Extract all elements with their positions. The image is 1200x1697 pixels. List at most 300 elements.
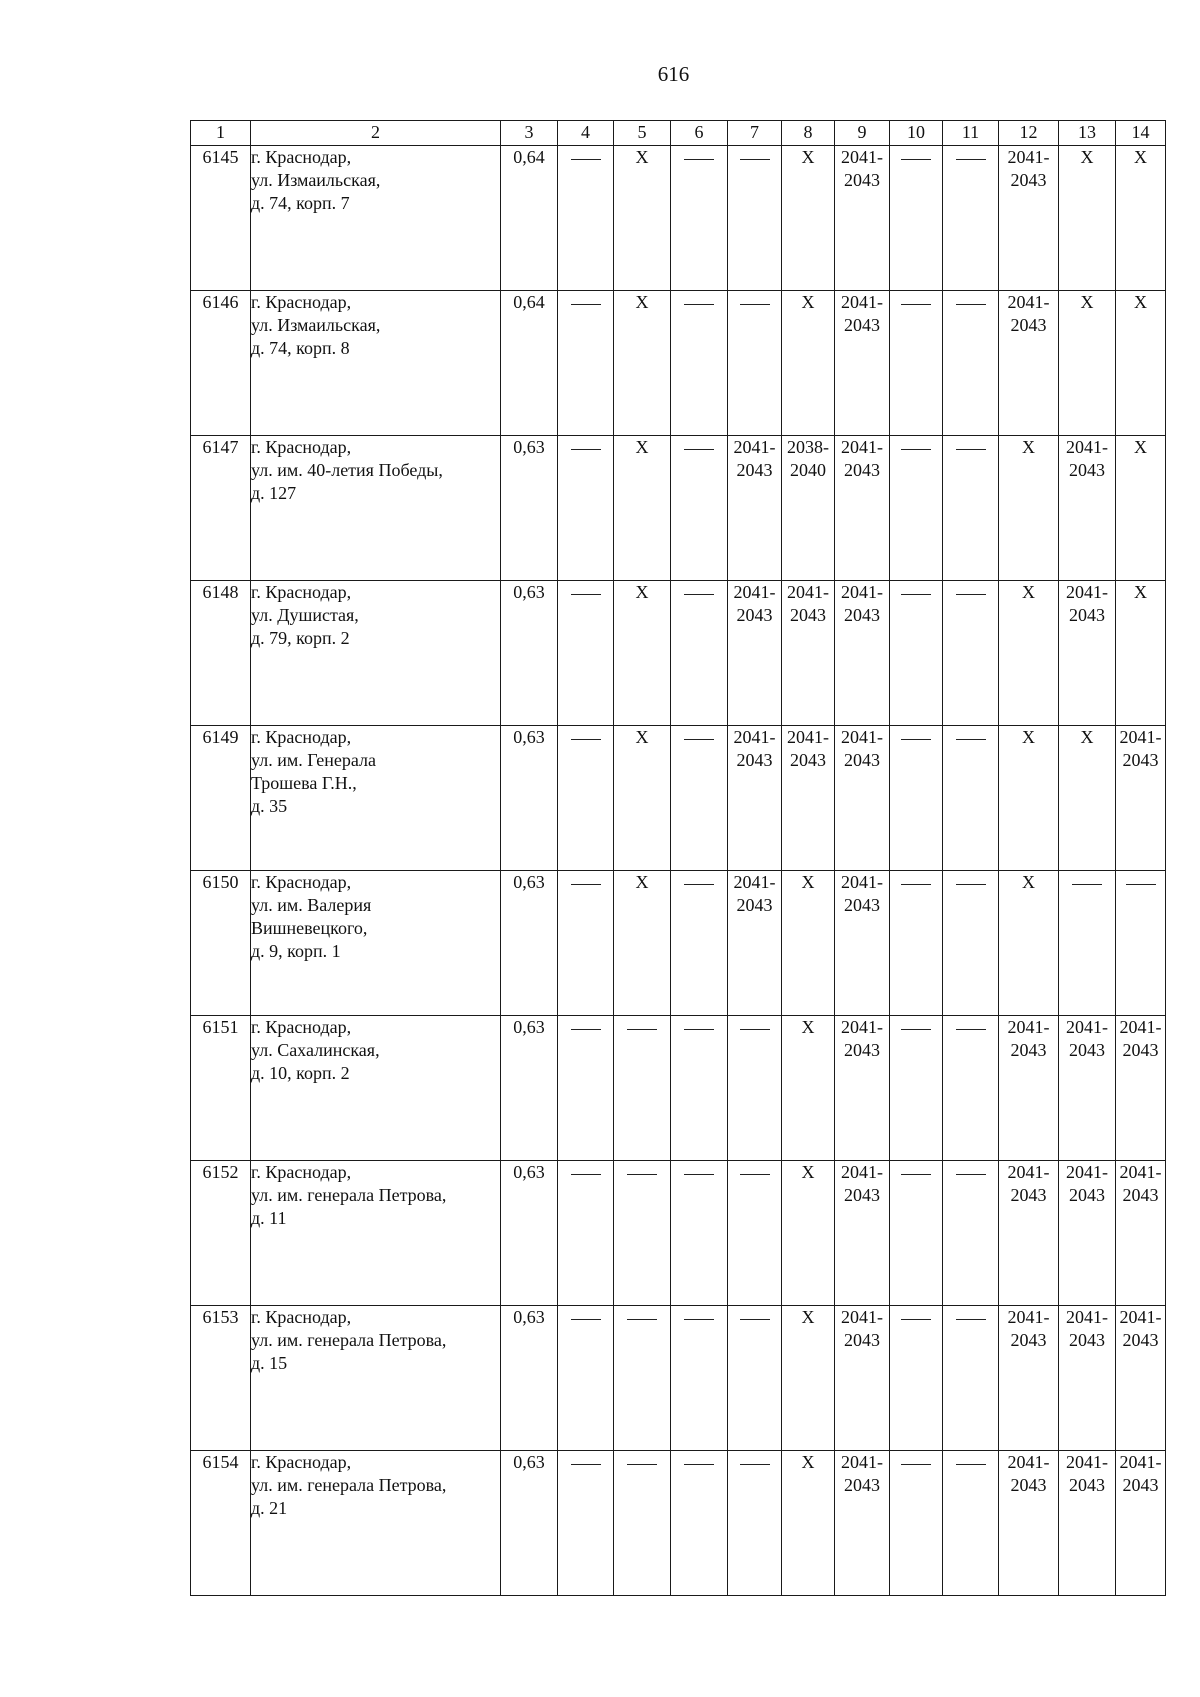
dash-mark xyxy=(571,159,601,160)
data-cell xyxy=(614,146,671,291)
table-body xyxy=(191,146,1166,1596)
cell-text: 2041- xyxy=(1066,582,1108,602)
dash-mark xyxy=(956,739,986,740)
dash-mark xyxy=(956,1319,986,1320)
data-cell xyxy=(835,871,890,1016)
data-cell xyxy=(614,1306,671,1451)
data-cell xyxy=(943,1306,999,1451)
column-header: 9 xyxy=(835,121,890,146)
data-cell xyxy=(835,1016,890,1161)
address-line: г. Краснодар, xyxy=(251,582,352,602)
cell-text: 2043 xyxy=(1069,1040,1105,1060)
cell-text: 2043 xyxy=(736,750,773,770)
cell-text: 2043 xyxy=(844,895,880,915)
address-line: Вишневецкого, xyxy=(251,918,368,938)
column-header: 1 xyxy=(191,121,251,146)
data-cell xyxy=(614,726,671,871)
data-cell xyxy=(782,1306,835,1451)
cell-text: 2038- xyxy=(787,437,829,457)
dash-mark xyxy=(901,1464,931,1465)
data-cell xyxy=(943,581,999,726)
row-number: 6150 xyxy=(191,871,251,1016)
address-line: д. 74, корп. 7 xyxy=(251,193,350,213)
cell-text: 2041- xyxy=(787,727,829,747)
data-cell xyxy=(999,581,1059,726)
cell-text: 2043 xyxy=(1069,1330,1105,1350)
cell-text: X xyxy=(635,727,649,747)
cell-text: 2043 xyxy=(844,170,880,190)
data-cell xyxy=(728,1451,782,1596)
data-cell xyxy=(890,291,943,436)
row-number: 6146 xyxy=(191,291,251,436)
cell-text: X xyxy=(635,582,649,602)
data-cell xyxy=(943,291,999,436)
data-cell xyxy=(558,436,614,581)
data-cell xyxy=(614,871,671,1016)
address-line: ул. Измаильская, xyxy=(251,315,381,335)
dash-mark xyxy=(740,159,770,160)
data-cell xyxy=(835,1451,890,1596)
data-cell xyxy=(999,436,1059,581)
column-header: 11 xyxy=(943,121,999,146)
dash-mark xyxy=(901,304,931,305)
data-cell xyxy=(1116,871,1166,1016)
data-cell xyxy=(890,581,943,726)
cell-text: 2043 xyxy=(1010,1475,1047,1495)
data-cell xyxy=(1059,1306,1116,1451)
address-line: г. Краснодар, xyxy=(251,147,352,167)
dash-mark xyxy=(627,1029,657,1030)
data-cell xyxy=(728,436,782,581)
data-cell xyxy=(835,726,890,871)
cell-text: 2041- xyxy=(1119,727,1162,747)
dash-mark xyxy=(901,449,931,450)
cell-text: 2041- xyxy=(1119,1162,1162,1182)
data-cell xyxy=(890,1451,943,1596)
dash-mark xyxy=(684,884,714,885)
dash-mark xyxy=(684,739,714,740)
data-cell xyxy=(1059,1161,1116,1306)
data-cell xyxy=(671,871,728,1016)
cell-text: 2041- xyxy=(1066,1162,1108,1182)
cell-text: 2041- xyxy=(841,1452,883,1472)
dash-mark xyxy=(901,884,931,885)
dash-mark xyxy=(571,1029,601,1030)
cell-text: X xyxy=(801,1307,815,1327)
dash-mark xyxy=(571,1464,601,1465)
value-cell: 0,63 xyxy=(501,581,558,726)
address-line: ул. Сахалинская, xyxy=(251,1040,380,1060)
cell-text: 2043 xyxy=(844,1330,880,1350)
cell-text: X xyxy=(1080,147,1094,167)
data-cell xyxy=(943,1451,999,1596)
data-cell xyxy=(558,726,614,871)
cell-text: X xyxy=(1022,727,1035,747)
data-cell xyxy=(999,146,1059,291)
data-cell xyxy=(671,726,728,871)
cell-text: 2041- xyxy=(787,582,829,602)
cell-text: X xyxy=(1080,292,1094,312)
data-cell xyxy=(1059,581,1116,726)
data-cell xyxy=(614,436,671,581)
data-cell xyxy=(558,1306,614,1451)
dash-mark xyxy=(740,1029,770,1030)
data-cell xyxy=(558,291,614,436)
address-line: д. 15 xyxy=(251,1353,288,1373)
address-line: ул. Измаильская, xyxy=(251,170,381,190)
data-cell xyxy=(614,291,671,436)
dash-mark xyxy=(684,304,714,305)
row-number: 6148 xyxy=(191,581,251,726)
cell-text: 2041- xyxy=(1007,1017,1050,1037)
dash-mark xyxy=(901,159,931,160)
address-line: д. 74, корп. 8 xyxy=(251,338,350,358)
cell-text: 2041- xyxy=(841,147,883,167)
value-cell: 0,63 xyxy=(501,1161,558,1306)
cell-text: 2043 xyxy=(1122,1330,1159,1350)
cell-text: 2041- xyxy=(733,437,776,457)
dash-mark xyxy=(684,1319,714,1320)
cell-text: 2041- xyxy=(1119,1307,1162,1327)
header-row xyxy=(191,121,1166,146)
cell-text: 2043 xyxy=(1122,1040,1159,1060)
column-header: 5 xyxy=(614,121,671,146)
data-cell xyxy=(782,291,835,436)
data-cell xyxy=(728,1161,782,1306)
dash-mark xyxy=(571,304,601,305)
data-cell xyxy=(1116,726,1166,871)
cell-text: X xyxy=(1022,437,1035,457)
data-cell xyxy=(1059,1451,1116,1596)
cell-text: 2041- xyxy=(1066,1452,1108,1472)
data-cell xyxy=(999,726,1059,871)
data-cell xyxy=(943,436,999,581)
value-cell: 0,63 xyxy=(501,1306,558,1451)
dash-mark xyxy=(1072,884,1102,885)
cell-text: X xyxy=(801,1162,815,1182)
cell-text: X xyxy=(1022,872,1035,892)
dash-mark xyxy=(956,594,986,595)
cell-text: 2043 xyxy=(1010,1185,1047,1205)
address-line: д. 10, корп. 2 xyxy=(251,1063,350,1083)
cell-text: X xyxy=(1022,582,1035,602)
dash-mark xyxy=(956,304,986,305)
data-cell xyxy=(614,1161,671,1306)
data-cell xyxy=(1116,436,1166,581)
cell-text: 2043 xyxy=(736,460,773,480)
cell-text: 2041- xyxy=(733,727,776,747)
data-cell xyxy=(728,871,782,1016)
cell-text: 2043 xyxy=(790,605,826,625)
cell-text: 2041- xyxy=(841,437,883,457)
cell-text: 2041- xyxy=(841,1307,883,1327)
cell-text: 2041- xyxy=(841,582,883,602)
cell-text: 2041- xyxy=(841,727,883,747)
cell-text: 2043 xyxy=(1069,460,1105,480)
data-cell xyxy=(1059,146,1116,291)
address-line: ул. Душистая, xyxy=(251,605,359,625)
address-line: г. Краснодар, xyxy=(251,292,352,312)
data-cell xyxy=(614,1451,671,1596)
dash-mark xyxy=(956,884,986,885)
data-cell xyxy=(728,146,782,291)
value-cell: 0,63 xyxy=(501,1451,558,1596)
data-cell xyxy=(782,1451,835,1596)
cell-text: 2041- xyxy=(841,872,883,892)
cell-text: X xyxy=(801,147,815,167)
address-cell xyxy=(251,291,501,436)
data-cell xyxy=(782,581,835,726)
dash-mark xyxy=(956,1464,986,1465)
cell-text: 2041- xyxy=(1119,1017,1162,1037)
dash-mark xyxy=(571,1174,601,1175)
address-cell xyxy=(251,146,501,291)
cell-text: X xyxy=(1080,727,1094,747)
data-cell xyxy=(782,871,835,1016)
column-header: 7 xyxy=(728,121,782,146)
data-cell xyxy=(835,1306,890,1451)
dash-mark xyxy=(901,1029,931,1030)
address-line: ул. им. генерала Петрова, xyxy=(251,1475,447,1495)
cell-text: 2041- xyxy=(733,872,776,892)
row-number: 6151 xyxy=(191,1016,251,1161)
dash-mark xyxy=(684,1029,714,1030)
dash-mark xyxy=(571,739,601,740)
table-row xyxy=(191,581,1166,726)
address-line: ул. им. генерала Петрова, xyxy=(251,1330,447,1350)
dash-mark xyxy=(684,594,714,595)
data-cell xyxy=(728,1016,782,1161)
cell-text: X xyxy=(1134,147,1147,167)
row-number: 6145 xyxy=(191,146,251,291)
address-line: г. Краснодар, xyxy=(251,872,352,892)
dash-mark xyxy=(571,1319,601,1320)
cell-text: 2041- xyxy=(1007,1452,1050,1472)
data-cell xyxy=(728,581,782,726)
data-cell xyxy=(671,291,728,436)
cell-text: 2043 xyxy=(844,605,880,625)
cell-text: 2043 xyxy=(844,315,880,335)
address-line: ул. им. генерала Петрова, xyxy=(251,1185,447,1205)
cell-text: X xyxy=(1134,437,1147,457)
dash-mark xyxy=(571,449,601,450)
value-cell: 0,63 xyxy=(501,436,558,581)
data-cell xyxy=(999,1306,1059,1451)
address-cell xyxy=(251,1306,501,1451)
dash-mark xyxy=(901,594,931,595)
address-line: д. 11 xyxy=(251,1208,287,1228)
data-cell xyxy=(671,1016,728,1161)
address-cell xyxy=(251,1161,501,1306)
cell-text: 2041- xyxy=(1066,1307,1108,1327)
cell-text: 2043 xyxy=(1010,170,1047,190)
data-cell xyxy=(782,436,835,581)
address-line: г. Краснодар, xyxy=(251,1452,352,1472)
cell-text: 2043 xyxy=(790,750,826,770)
row-number: 6147 xyxy=(191,436,251,581)
table-row xyxy=(191,1306,1166,1451)
data-cell xyxy=(890,1306,943,1451)
data-cell xyxy=(782,726,835,871)
address-line: г. Краснодар, xyxy=(251,727,352,747)
cell-text: 2043 xyxy=(736,895,773,915)
cell-text: 2043 xyxy=(1069,605,1105,625)
column-header: 6 xyxy=(671,121,728,146)
cell-text: X xyxy=(635,872,649,892)
data-cell xyxy=(835,1161,890,1306)
cell-text: 2043 xyxy=(1010,1330,1047,1350)
column-header: 14 xyxy=(1116,121,1166,146)
address-cell xyxy=(251,1451,501,1596)
cell-text: 2043 xyxy=(844,460,880,480)
table-row xyxy=(191,871,1166,1016)
data-cell xyxy=(558,871,614,1016)
dash-mark xyxy=(627,1174,657,1175)
cell-text: 2041- xyxy=(733,582,776,602)
data-cell xyxy=(671,1451,728,1596)
table-row xyxy=(191,1161,1166,1306)
data-cell xyxy=(1059,1016,1116,1161)
cell-text: X xyxy=(801,1452,815,1472)
data-cell xyxy=(890,726,943,871)
page-number: 616 xyxy=(657,62,690,86)
dash-mark xyxy=(1126,884,1156,885)
cell-text: X xyxy=(801,292,815,312)
dash-mark xyxy=(956,449,986,450)
data-cell xyxy=(1116,1306,1166,1451)
data-cell xyxy=(943,726,999,871)
table-row xyxy=(191,1451,1166,1596)
column-header: 2 xyxy=(251,121,501,146)
dash-mark xyxy=(956,1174,986,1175)
data-cell xyxy=(1059,291,1116,436)
data-cell xyxy=(728,291,782,436)
data-cell xyxy=(671,1306,728,1451)
data-cell xyxy=(614,1016,671,1161)
dash-mark xyxy=(684,159,714,160)
data-cell xyxy=(728,1306,782,1451)
dash-mark xyxy=(684,1464,714,1465)
value-cell: 0,63 xyxy=(501,1016,558,1161)
value-cell: 0,63 xyxy=(501,871,558,1016)
column-header: 8 xyxy=(782,121,835,146)
cell-text: 2043 xyxy=(736,605,773,625)
data-cell xyxy=(1059,871,1116,1016)
data-cell xyxy=(1059,436,1116,581)
cell-text: X xyxy=(635,292,649,312)
cell-text: 2040 xyxy=(790,460,826,480)
column-header: 10 xyxy=(890,121,943,146)
data-cell xyxy=(1116,1451,1166,1596)
address-cell xyxy=(251,581,501,726)
data-cell xyxy=(943,1016,999,1161)
dash-mark xyxy=(740,1464,770,1465)
table-row xyxy=(191,291,1166,436)
data-cell xyxy=(614,581,671,726)
cell-text: 2041- xyxy=(1066,437,1108,457)
data-cell xyxy=(558,146,614,291)
data-cell xyxy=(999,1451,1059,1596)
data-cell xyxy=(1116,291,1166,436)
cell-text: 2043 xyxy=(1010,315,1047,335)
register-table xyxy=(190,120,1166,1596)
data-cell xyxy=(999,1161,1059,1306)
cell-text: 2043 xyxy=(1069,1185,1105,1205)
cell-text: 2043 xyxy=(844,750,880,770)
data-cell xyxy=(671,581,728,726)
data-cell xyxy=(558,1161,614,1306)
data-cell xyxy=(1059,726,1116,871)
cell-text: X xyxy=(801,1017,815,1037)
dash-mark xyxy=(571,884,601,885)
cell-text: 2043 xyxy=(844,1185,880,1205)
cell-text: 2041- xyxy=(1066,1017,1108,1037)
dash-mark xyxy=(684,449,714,450)
data-cell xyxy=(999,871,1059,1016)
cell-text: 2041- xyxy=(841,292,883,312)
dash-mark xyxy=(740,1319,770,1320)
data-cell xyxy=(558,1016,614,1161)
data-cell xyxy=(890,436,943,581)
dash-mark xyxy=(901,739,931,740)
table-row xyxy=(191,1016,1166,1161)
data-cell xyxy=(782,1161,835,1306)
cell-text: 2043 xyxy=(1122,1185,1159,1205)
address-cell xyxy=(251,436,501,581)
cell-text: 2043 xyxy=(1122,750,1159,770)
address-line: ул. им. Генерала xyxy=(251,750,376,770)
address-line: г. Краснодар, xyxy=(251,1162,352,1182)
cell-text: X xyxy=(635,437,649,457)
table-row xyxy=(191,436,1166,581)
value-cell: 0,64 xyxy=(501,146,558,291)
address-line: д. 21 xyxy=(251,1498,288,1518)
cell-text: X xyxy=(1134,292,1147,312)
cell-text: 2041- xyxy=(1007,1307,1050,1327)
data-cell xyxy=(1116,1161,1166,1306)
dash-mark xyxy=(740,1174,770,1175)
data-cell xyxy=(1116,581,1166,726)
row-number: 6152 xyxy=(191,1161,251,1306)
data-cell xyxy=(835,291,890,436)
row-number: 6153 xyxy=(191,1306,251,1451)
address-cell xyxy=(251,871,501,1016)
data-cell xyxy=(1116,1016,1166,1161)
data-cell xyxy=(782,146,835,291)
address-cell xyxy=(251,1016,501,1161)
data-cell xyxy=(890,1161,943,1306)
data-cell xyxy=(890,1016,943,1161)
dash-mark xyxy=(627,1319,657,1320)
column-header: 13 xyxy=(1059,121,1116,146)
cell-text: X xyxy=(635,147,649,167)
address-line: г. Краснодар, xyxy=(251,1017,352,1037)
data-cell xyxy=(558,581,614,726)
address-line: г. Краснодар, xyxy=(251,437,352,457)
cell-text: 2041- xyxy=(1119,1452,1162,1472)
cell-text: 2041- xyxy=(1007,147,1050,167)
table-row xyxy=(191,146,1166,291)
data-cell xyxy=(558,1451,614,1596)
data-cell xyxy=(671,436,728,581)
value-cell: 0,63 xyxy=(501,726,558,871)
data-cell xyxy=(943,1161,999,1306)
dash-mark xyxy=(956,1029,986,1030)
address-line: Трошева Г.Н., xyxy=(251,773,357,793)
cell-text: X xyxy=(1134,582,1147,602)
cell-text: X xyxy=(801,872,815,892)
data-cell xyxy=(890,871,943,1016)
